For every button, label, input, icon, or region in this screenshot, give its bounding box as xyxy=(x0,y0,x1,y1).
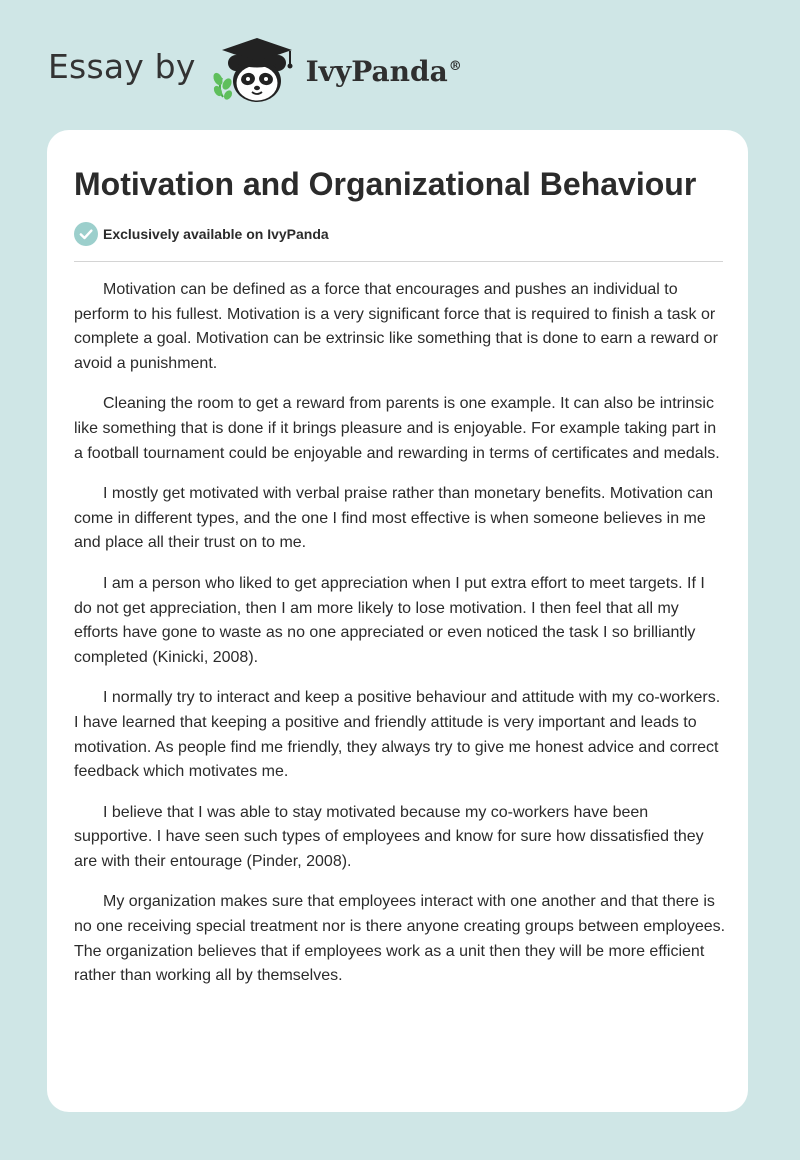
panda-graduate-icon xyxy=(210,34,300,106)
paragraph: Motivation can be defined as a force that encourages and pushes an individual to perform to his fullest. Motivation is a very significant force that is required to finish a task or complete a goal. Motivation can be extrinsic like something that is done to earn a reward or avoid a punishment. xyxy=(74,281,718,372)
check-circle-icon xyxy=(74,222,98,246)
brand-header xyxy=(48,34,462,106)
paragraph: I am a person who liked to get appreciation when I put extra effort to meet targets. If I do not get appreciation, then I am more likely to lose motivation. I then feel that all my efforts have gone to waste as no one appreciated or even noticed the task I so brilliantly completed (Kinicki, 2008). xyxy=(74,574,705,666)
paragraph: I believe that I was able to stay motivated because my co-workers have been supportive. I have seen such types of employees and know for sure how dissatisfied they are with their entourage (Pinder, 2008). xyxy=(74,803,704,870)
registered-mark: ® xyxy=(448,59,462,75)
paragraph: I normally try to interact and keep a positive behaviour and attitude with my co-workers. I have learned that keeping a positive and friendly attitude is very important and leads to motivation. As people find me friendly, they always try to give me honest advice and correct feedback which motivates me. xyxy=(74,689,721,781)
paragraph: I mostly get motivated with verbal praise rather than monetary benefits. Motivation can come in different types, and the one I find most effective is when someone believes in me and place all their trust on to me. xyxy=(74,485,714,552)
brand-prefix: Essay by xyxy=(48,46,196,86)
essay-card xyxy=(47,130,748,1112)
paragraph: Cleaning the room to get a reward from parents is one example. It can also be intrinsic like something that is done if it brings pleasure and is enjoyable. For example taking part in a football tournament could be enjoyable and rewarding in terms of certificates and medals. xyxy=(74,395,720,462)
exclusive-badge xyxy=(74,222,329,246)
divider xyxy=(74,261,723,262)
paragraph: My organization makes sure that employees interact with one another and that there is no one receiving special treatment nor is there anyone creating groups between employees. The organization believes that if employees work as a unit then they will be more efficient rather than working all by themselves. xyxy=(74,893,726,985)
exclusive-label: Exclusively available on IvyPanda xyxy=(103,226,329,242)
brand-name: IvyPanda® xyxy=(305,54,462,88)
essay-title: Motivation and Organizational Behaviour xyxy=(74,166,697,202)
essay-body xyxy=(74,278,726,1005)
